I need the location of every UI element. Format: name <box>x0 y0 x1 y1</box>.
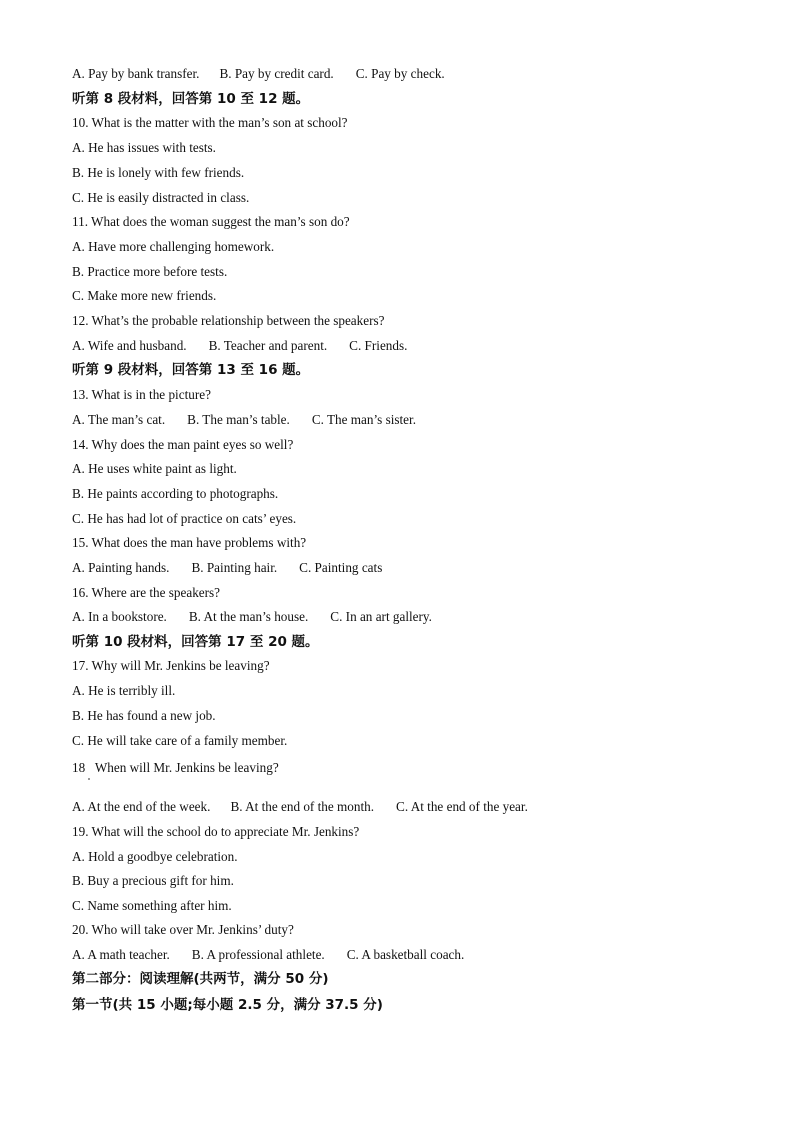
question-text: 20. Who will take over Mr. Jenkins’ duty? <box>72 922 294 937</box>
question-text: 18 When will Mr. Jenkins be leaving? <box>72 760 279 775</box>
question-text: 15. What does the man have problems with? <box>72 535 307 550</box>
answer-option: C. In an art gallery. <box>330 609 432 624</box>
question-text: 10. What is the matter with the man’s son at school? <box>72 115 348 130</box>
question-text: 17. Why will Mr. Jenkins be leaving? <box>72 658 270 673</box>
answer-option: C. A basketball coach. <box>346 947 465 962</box>
answer-option: C. He will take care of a family member. <box>72 733 288 748</box>
answer-option: A. In a bookstore. <box>72 609 167 624</box>
question-text: 19. What will the school do to appreciate Mr. Jenkins? <box>72 824 360 839</box>
answer-option: A. The man’s cat. <box>72 412 166 427</box>
answer-option: B. He is lonely with few friends. <box>72 165 245 180</box>
answer-option: B. At the man’s house. <box>188 609 309 624</box>
answer-options-row <box>72 609 432 625</box>
answer-options-row <box>72 799 528 815</box>
answer-option: B. Practice more before tests. <box>72 264 228 279</box>
answer-options-row <box>72 338 407 354</box>
answer-option: B. Painting hair. <box>191 560 278 575</box>
question-text: 11. What does the woman suggest the man’s son do? <box>72 214 350 229</box>
answer-option: A. Painting hands. <box>72 560 170 575</box>
answer-option: C. He has had lot of practice on cats’ eyes. <box>72 511 297 526</box>
answer-option: B. The man’s table. <box>187 412 290 427</box>
answer-option: A. Hold a goodbye celebration. <box>72 849 238 864</box>
answer-options-row <box>72 560 382 576</box>
answer-options-row <box>72 412 416 428</box>
question-text: 14. Why does the man paint eyes so well? <box>72 437 294 452</box>
question-text: 16. Where are the speakers? <box>72 585 221 600</box>
answer-options-row <box>72 947 464 963</box>
answer-option: A. He uses white paint as light. <box>72 461 237 476</box>
answer-option: C. Painting cats <box>299 560 383 575</box>
answer-option: B. Teacher and parent. <box>208 338 328 353</box>
answer-option: B. He paints according to photographs. <box>72 486 279 501</box>
answer-option: C. Name something after him. <box>72 898 232 913</box>
answer-option: C. He is easily distracted in class. <box>72 190 250 205</box>
question-text: 13. What is in the picture? <box>72 387 211 402</box>
answer-option: A. Have more challenging homework. <box>72 239 275 254</box>
section-heading: 听第 10 段材料，回答第 17 至 20 题。 <box>72 634 319 650</box>
answer-option: A. He is terribly ill. <box>72 683 176 698</box>
question-text: 12. What’s the probable relationship between the speakers? <box>72 313 385 328</box>
answer-option: C. The man’s sister. <box>311 412 416 427</box>
answer-option: B. He has found a new job. <box>72 708 216 723</box>
answer-option: B. Pay by credit card. <box>219 66 334 81</box>
section-heading: 听第 8 段材料，回答第 10 至 12 题。 <box>72 91 310 107</box>
section-heading: 第一节(共 15 小题;每小题 2.5 分，满分 37.5 分) <box>72 997 383 1013</box>
answer-option: A. He has issues with tests. <box>72 140 216 155</box>
answer-options-row <box>72 66 445 82</box>
answer-option: C. Make more new friends. <box>72 288 217 303</box>
answer-option: B. Buy a precious gift for him. <box>72 873 234 888</box>
answer-option: A. Pay by bank transfer. <box>72 66 200 81</box>
section-heading: 第二部分：阅读理解(共两节，满分 50 分) <box>72 971 329 987</box>
answer-option: B. At the end of the month. <box>230 799 375 814</box>
stray-dot <box>88 778 90 780</box>
answer-option: C. At the end of the year. <box>396 799 528 814</box>
answer-option: B. A professional athlete. <box>191 947 325 962</box>
answer-option: C. Friends. <box>349 338 408 353</box>
answer-option: A. Wife and husband. <box>72 338 187 353</box>
answer-option: A. A math teacher. <box>72 947 170 962</box>
answer-option: A. At the end of the week. <box>72 799 211 814</box>
section-heading: 听第 9 段材料，回答第 13 至 16 题。 <box>72 362 310 378</box>
answer-option: C. Pay by check. <box>355 66 445 81</box>
